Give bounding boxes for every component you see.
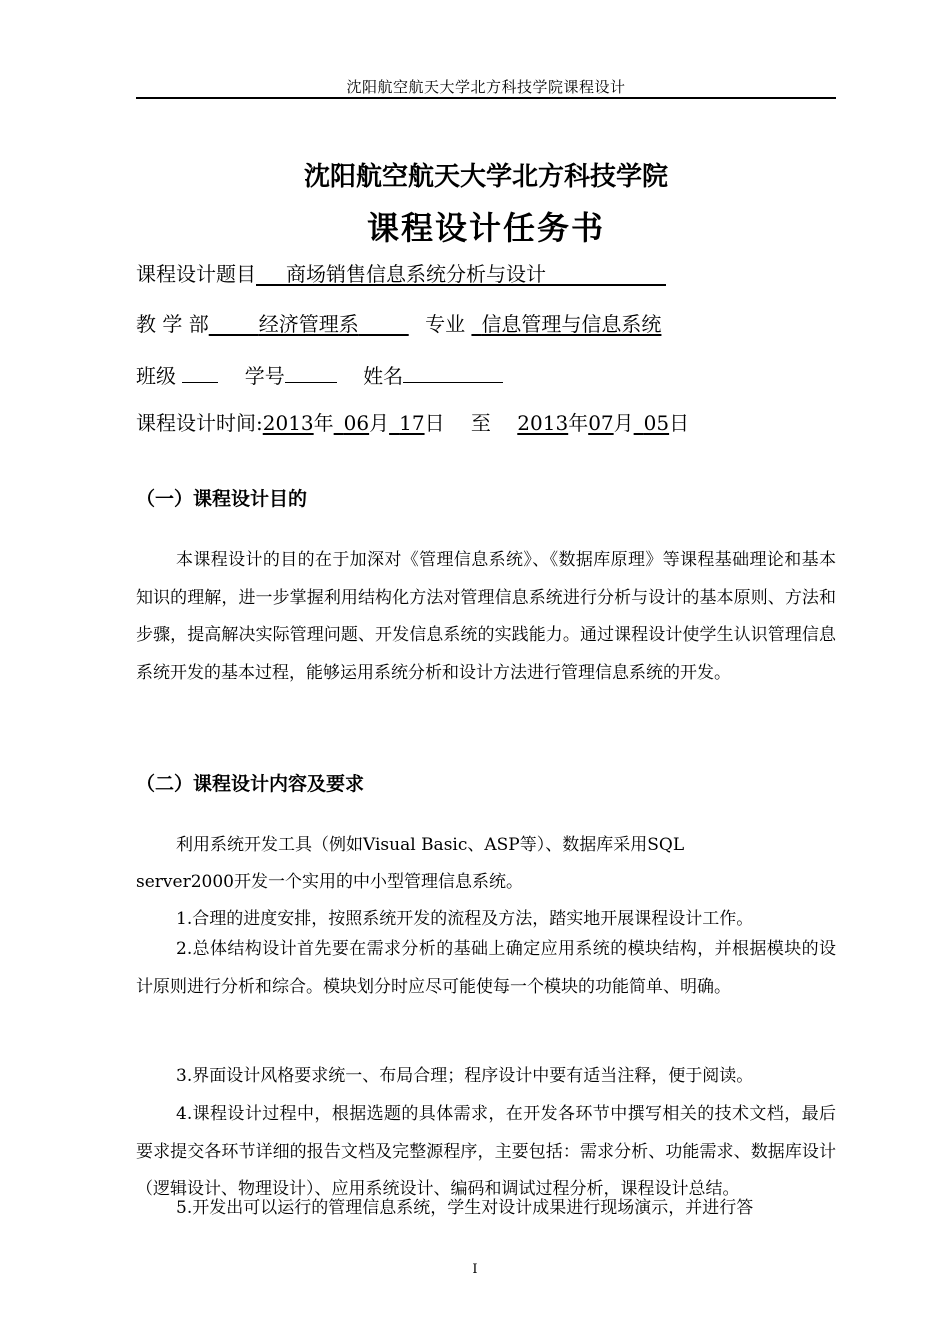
student-info-row bbox=[136, 360, 503, 390]
start-day: 17 bbox=[399, 411, 425, 435]
time-label: 课程设计时间: bbox=[136, 411, 263, 435]
requirement-item-1: 1.合理的进度安排，按照系统开发的流程及方法，踏实地开展课程设计工作。 bbox=[176, 909, 754, 929]
end-month: 07 bbox=[588, 411, 614, 435]
name-label: 姓名 bbox=[363, 364, 404, 388]
requirement-item-5: 5.开发出可以运行的管理信息系统，学生对设计成果进行现场演示，并进行答 bbox=[176, 1198, 754, 1218]
end-year-unit: 年 bbox=[568, 411, 589, 435]
topic-value: 商场销售信息系统分析与设计 bbox=[286, 262, 546, 286]
institution-title: 沈阳航空航天大学北方科技学院 bbox=[303, 162, 668, 192]
requirement-item-2: 2.总体结构设计首先要在需求分析的基础上确定应用系统的模块结构，并根据模块的设计原则进行分析和综合。模块划分时应尽可能使每一个模块的功能简单、明确。 bbox=[136, 939, 836, 997]
student-id-label: 学号 bbox=[244, 364, 285, 388]
major-label: 专业 bbox=[425, 312, 466, 336]
requirement-item-4: 4.课程设计过程中，根据选题的具体需求，在开发各环节中撰写相关的技术文档，最后要求提交各环节详细的报告文档及完整源程序，主要包括：需求分析、功能需求、数据库设计（逻辑设计、物理设计）、应用系统设计、编码和调试过程分析，课程设计总结。 bbox=[136, 1104, 836, 1199]
class-blank bbox=[182, 360, 218, 383]
department-row bbox=[136, 310, 661, 338]
requirement-item-3: 3.界面设计风格要求统一、布局合理；程序设计中要有适当注释，便于阅读。 bbox=[176, 1066, 754, 1086]
start-day-unit: 日 bbox=[424, 411, 445, 435]
name-blank bbox=[403, 360, 503, 383]
start-year-unit: 年 bbox=[313, 411, 334, 435]
header-rule bbox=[136, 97, 836, 99]
start-year: 2013 bbox=[262, 411, 314, 435]
start-month: 06 bbox=[343, 411, 370, 435]
end-day: 05 bbox=[643, 411, 670, 435]
department-value: 经济管理系 bbox=[258, 312, 359, 336]
end-year: 2013 bbox=[517, 411, 569, 435]
topic-row bbox=[136, 260, 666, 288]
department-label: 教 学 部 bbox=[136, 312, 209, 336]
student-id-blank bbox=[285, 360, 337, 383]
section1-heading: （一）课程设计目的 bbox=[136, 488, 308, 510]
start-month-unit: 月 bbox=[369, 411, 390, 435]
section2-intro-line2: server2000开发一个实用的中小型管理信息系统。 bbox=[136, 872, 523, 892]
end-month-unit: 月 bbox=[613, 411, 634, 435]
class-label: 班级 bbox=[136, 364, 176, 388]
to-label: 至 bbox=[470, 411, 491, 435]
running-header: 沈阳航空航天大学北方科技学院课程设计 bbox=[346, 78, 626, 96]
section1-body: 本课程设计的目的在于加深对《管理信息系统》、《数据库原理》等课程基础理论和基本知识的理解，进一步掌握利用结构化方法对管理信息系统进行分析与设计的基本原则、方法和步骤，提高解决实际管理问题、开发信息系统的实践能力。通过课程设计使学生认识管理信息系统开发的基本过程，能够运用系统分析和设计方法进行管理信息系统的开发。 bbox=[136, 550, 836, 683]
end-day-unit: 日 bbox=[669, 411, 690, 435]
document-title: 课程设计任务书 bbox=[366, 209, 605, 247]
section2-heading: （二）课程设计内容及要求 bbox=[136, 773, 365, 795]
topic-label: 课程设计题目 bbox=[136, 262, 256, 286]
page-number: I bbox=[472, 1262, 478, 1277]
time-row bbox=[136, 409, 689, 437]
section2-intro-line1: 利用系统开发工具（例如Visual Basic、ASP等）、数据库采用SQL bbox=[176, 835, 685, 855]
major-value: 信息管理与信息系统 bbox=[481, 312, 662, 336]
